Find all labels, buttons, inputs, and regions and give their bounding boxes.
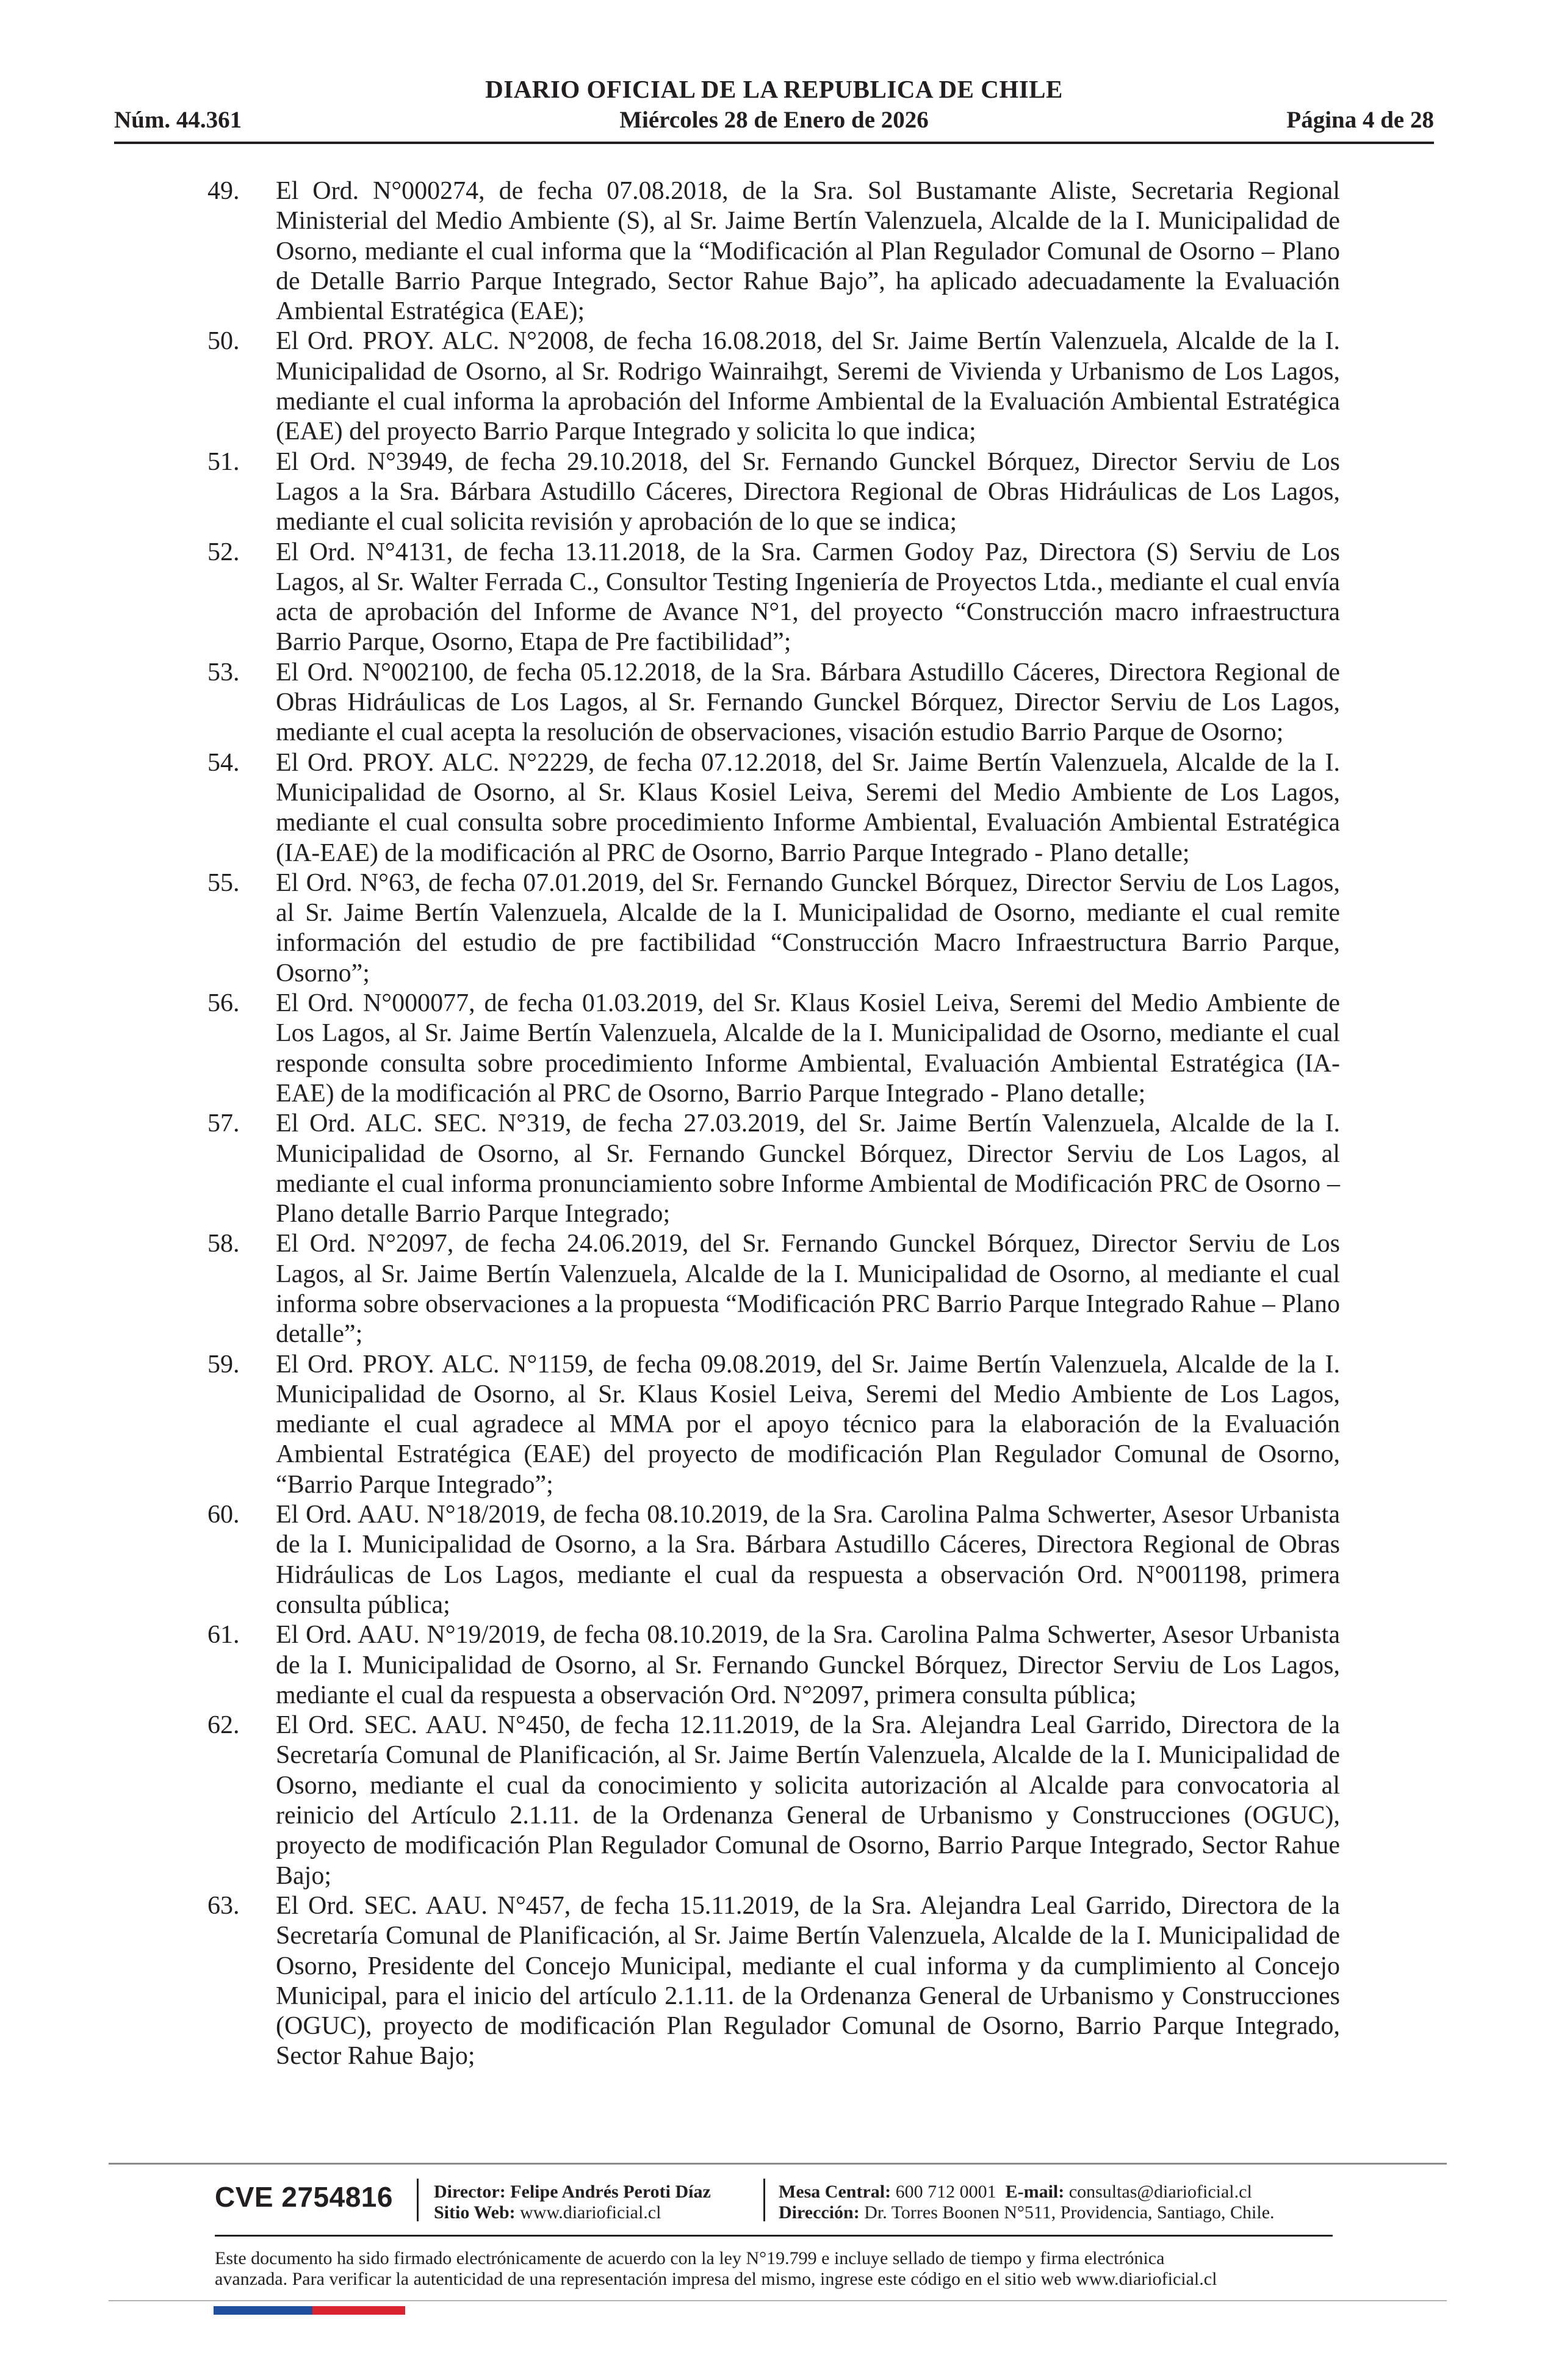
phone-number: 600 712 0001 [895, 2182, 996, 2202]
address-label: Dirección: [779, 2202, 860, 2223]
item-text: El Ord. ALC. SEC. N°319, de fecha 27.03.2019, del Sr. Jaime Bertín Valenzuela, Alcalde de la I. Municipalidad de Osorno, al Sr. Fernando Gunckel Bórquez, Director Serviu de Los Lagos, al mediante el cual informa pronunciamiento sobre Informe Ambiental de Modificación PRC de Osorno – Plano detalle Barrio Parque Integrado; [276, 1109, 1340, 1228]
page-number: Página 4 de 28 [1286, 107, 1434, 133]
issue-number: Núm. 44.361 [114, 107, 242, 133]
list-item [207, 1229, 1340, 1349]
item-number: 50. [207, 327, 240, 356]
cve-code: CVE 2754816 [215, 2181, 393, 2213]
item-number: 56. [207, 989, 240, 1018]
bottom-rule [109, 2300, 1447, 2301]
item-text: El Ord. N°2097, de fecha 24.06.2019, del Sr. Fernando Gunckel Bórquez, Director Serviu de Los Lagos, al Sr. Jaime Bertín Valenzuela, Alcalde de la I. Municipalidad de Osorno, al mediante el cual informa sobre observaciones a la propuesta “Modificación PRC Barrio Parque Integrado Rahue – Plano detalle”; [276, 1230, 1340, 1349]
item-text: El Ord. SEC. AAU. N°457, de fecha 15.11.2019, de la Sra. Alejandra Leal Garrido, Directora de la Secretaría Comunal de Planificación, al Sr. Jaime Bertín Valenzuela, Alcalde de la I. Municipalidad de Osorno, Presidente del Concejo Municipal, mediante el cual informa y da cumplimiento al Concejo Municipal, para el inicio del artículo 2.1.11. de la Ordenanza General de Urbanismo y Construcciones (OGUC), proyecto de modificación Plan Regulador Comunal de Osorno, Barrio Parque Integrado, Sector Rahue Bajo; [276, 1891, 1340, 2071]
flag-stripe-red [312, 2306, 405, 2315]
item-text: El Ord. N°000274, de fecha 07.08.2018, de la Sra. Sol Bustamante Aliste, Secretaria Regional Ministerial del Medio Ambiente (S), al Sr. Jaime Bertín Valenzuela, Alcalde de la I. Municipalidad de Osorno, mediante el cual informa que la “Modificación al Plan Regulador Comunal de Osorno – Plano de Detalle Barrio Parque Integrado, Sector Rahue Bajo”, ha aplicado adecuadamente la Evaluación Ambiental Estratégica (EAE); [276, 177, 1340, 326]
address-value: Dr. Torres Boonen N°511, Providencia, Santiago, Chile. [864, 2202, 1275, 2223]
list-item [207, 1350, 1340, 1500]
list-item [207, 658, 1340, 748]
list-item [207, 176, 1340, 326]
list-item [207, 447, 1340, 538]
list-item [207, 1891, 1340, 2072]
item-number: 55. [207, 868, 240, 897]
list-item [207, 1109, 1340, 1229]
item-text: El Ord. AAU. N°18/2019, de fecha 08.10.2019, de la Sra. Carolina Palma Schwerter, Asesor Urbanista de la I. Municipalidad de Osorno, a la Sra. Bárbara Astudillo Cáceres, Directora Regional de Obras Hidráulicas de Los Lagos, mediante el cual da respuesta a observación Ord. N°001198, primera consulta pública; [276, 1501, 1340, 1619]
director-name: Felipe Andrés Peroti Díaz [510, 2182, 711, 2202]
item-number: 54. [207, 748, 240, 777]
item-text: El Ord. N°002100, de fecha 05.12.2018, de la Sra. Bárbara Astudillo Cáceres, Directora Regional de Obras Hidráulicas de Los Lagos, al Sr. Fernando Gunckel Bórquez, Director Serviu de Los Lagos, mediante el cual acepta la resolución de observaciones, visación estudio Barrio Parque de Osorno; [276, 658, 1340, 747]
list-item [207, 326, 1340, 447]
item-text: El Ord. N°63, de fecha 07.01.2019, del Sr. Fernando Gunckel Bórquez, Director Serviu de Los Lagos, al Sr. Jaime Bertín Valenzuela, Alcalde de la I. Municipalidad de Osorno, mediante el cual remite información del estudio de pre factibilidad “Construcción Macro Infraestructura Barrio Parque, Osorno”; [276, 868, 1340, 987]
item-text: El Ord. PROY. ALC. N°2229, de fecha 07.12.2018, del Sr. Jaime Bertín Valenzuela, Alcalde de la I. Municipalidad de Osorno, al Sr. Klaus Kosiel Leiva, Seremi del Medio Ambiente de Los Lagos, mediante el cual consulta sobre procedimiento Informe Ambiental, Evaluación Ambiental Estratégica (IA-EAE) de la modificación al PRC de Osorno, Barrio Parque Integrado - Plano detalle; [276, 748, 1340, 867]
issue-date: Miércoles 28 de Enero de 2026 [619, 107, 929, 133]
list-item [207, 748, 1340, 868]
email-link[interactable]: consultas@diarioficial.cl [1068, 2182, 1252, 2202]
flag-stripe-blue [214, 2306, 312, 2315]
publication-title: DIARIO OFICIAL DE LA REPUBLICA DE CHILE [485, 75, 1063, 103]
legal-line: Este documento ha sido firmado electrónicamente de acuerdo con la ley N°19.799 e incluye sellado de tiempo y firma electrónica [215, 2248, 1165, 2268]
item-text: El Ord. PROY. ALC. N°1159, de fecha 09.08.2019, del Sr. Jaime Bertín Valenzuela, Alcalde de la I. Municipalidad de Osorno, al Sr. Klaus Kosiel Leiva, Seremi del Medio Ambiente de Los Lagos, mediante el cual agradece al MMA por el apoyo técnico para la elaboración de la Evaluación Ambiental Estratégica (EAE) del proyecto de modificación Plan Regulador Comunal de Osorno, “Barrio Parque Integrado”; [276, 1350, 1340, 1499]
list-item [207, 1620, 1340, 1711]
item-text: El Ord. N°4131, de fecha 13.11.2018, de la Sra. Carmen Godoy Paz, Directora (S) Serviu de Los Lagos, al Sr. Walter Ferrada C., Consultor Testing Ingeniería de Proyectos Ltda., mediante el cual envía acta de aprobación del Informe de Avance N°1, del proyecto “Construcción macro infraestructura Barrio Parque, Osorno, Etapa de Pre factibilidad”; [276, 538, 1340, 657]
item-number: 61. [207, 1621, 240, 1650]
item-text: El Ord. AAU. N°19/2019, de fecha 08.10.2019, de la Sra. Carolina Palma Schwerter, Asesor Urbanista de la I. Municipalidad de Osorno, al Sr. Fernando Gunckel Bórquez, Director Serviu de Los Lagos, mediante el cual da respuesta a observación Ord. N°2097, primera consulta pública; [276, 1621, 1340, 1709]
item-text: El Ord. SEC. AAU. N°450, de fecha 12.11.2019, de la Sra. Alejandra Leal Garrido, Directora de la Secretaría Comunal de Planificación, al Sr. Jaime Bertín Valenzuela, Alcalde de la I. Municipalidad de Osorno, mediante el cual da conocimiento y solicita autorización al Alcalde para convocatoria al reinicio del Artículo 2.1.11. de la Ordenanza General de Urbanismo y Construcciones (OGUC), proyecto de modificación Plan Regulador Comunal de Osorno, Barrio Parque Integrado, Sector Rahue Bajo; [276, 1711, 1340, 1890]
list-item [207, 1711, 1340, 1891]
item-number: 60. [207, 1501, 240, 1529]
list-item [207, 989, 1340, 1109]
item-text: El Ord. PROY. ALC. N°2008, de fecha 16.08.2018, del Sr. Jaime Bertín Valenzuela, Alcalde de la I. Municipalidad de Osorno, al Sr. Rodrigo Wainraihgt, Seremi de Vivienda y Urbanismo de Los Lagos, mediante el cual informa la aprobación del Informe Ambiental de la Evaluación Ambiental Estratégica (EAE) del proyecto Barrio Parque Integrado y solicita lo que indica; [276, 327, 1340, 446]
footer-subdivider [215, 2235, 1333, 2237]
email-label: E-mail: [1005, 2182, 1065, 2202]
considerations-list [207, 176, 1340, 2072]
phone-label: Mesa Central: [779, 2182, 891, 2202]
footer-separator [763, 2179, 765, 2221]
footer-separator [417, 2179, 419, 2221]
list-item [207, 538, 1340, 658]
item-number: 59. [207, 1350, 240, 1379]
legal-notice [215, 2248, 1374, 2290]
list-item [207, 1500, 1340, 1620]
item-text: El Ord. N°000077, de fecha 01.03.2019, del Sr. Klaus Kosiel Leiva, Seremi del Medio Ambiente de Los Lagos, al Sr. Jaime Bertín Valenzuela, Alcalde de la I. Municipalidad de Osorno, mediante el cual responde consulta sobre procedimiento Informe Ambiental, Evaluación Ambiental Estratégica (IA-EAE) de la modificación al PRC de Osorno, Barrio Parque Integrado - Plano detalle; [276, 989, 1340, 1108]
list-item [207, 868, 1340, 989]
item-text: El Ord. N°3949, de fecha 29.10.2018, del Sr. Fernando Gunckel Bórquez, Director Serviu de Los Lagos a la Sra. Bárbara Astudillo Cáceres, Directora Regional de Obras Hidráulicas de Los Lagos, mediante el cual solicita revisión y aprobación de lo que se indica; [276, 447, 1340, 536]
item-number: 53. [207, 658, 240, 687]
item-number: 63. [207, 1891, 240, 1920]
item-number: 62. [207, 1711, 240, 1740]
item-number: 49. [207, 177, 240, 205]
item-number: 52. [207, 538, 240, 566]
item-number: 58. [207, 1230, 240, 1258]
website-label: Sitio Web: [434, 2202, 516, 2223]
website-link[interactable]: www.diarioficial.cl [520, 2202, 661, 2223]
page-header [114, 74, 1434, 144]
legal-line: avanzada. Para verificar la autenticidad de una representación impresa del mismo, ingrese este código en el sitio web www.diarioficial.cl [215, 2269, 1217, 2289]
contact-info [779, 2182, 1275, 2223]
item-number: 51. [207, 447, 240, 476]
footer-divider [109, 2163, 1447, 2165]
director-info [434, 2182, 711, 2223]
director-label: Director: [434, 2182, 506, 2202]
item-number: 57. [207, 1109, 240, 1138]
